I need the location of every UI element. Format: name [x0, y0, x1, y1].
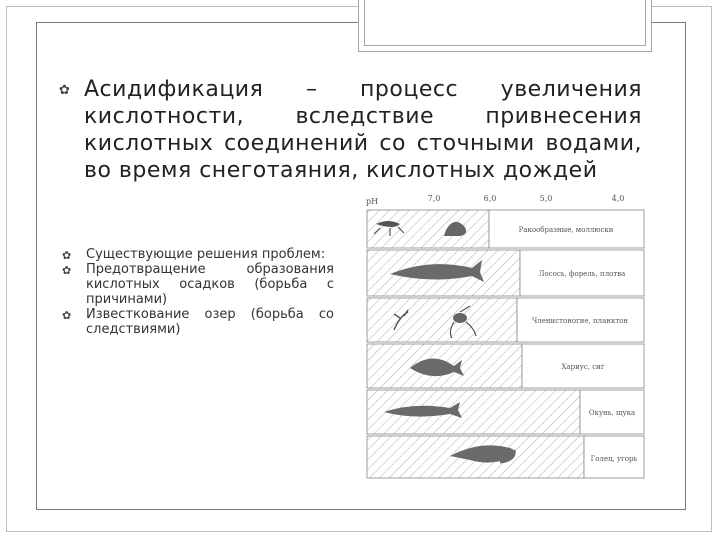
organism-label: Лосось, форель, плотва: [538, 270, 626, 278]
organism-label: Ракообразные, моллюски: [518, 226, 614, 234]
ph-tick-label: 7,0: [427, 194, 441, 203]
sub-bullet-text: Известкование озер (борьба со следствиями): [86, 307, 334, 337]
tolerance-band: [367, 298, 517, 342]
ph-tick-label: 6,0: [483, 194, 497, 203]
decorative-tab-inner: [364, 0, 646, 46]
main-bullet: [59, 76, 642, 184]
bullet-marker-icon: ✿: [62, 249, 72, 262]
ph-tick-label: 5,0: [539, 194, 553, 203]
sub-bullet-item: [62, 307, 334, 337]
organism-label: Хариус, сиг: [561, 363, 605, 371]
bullet-marker-icon: ✿: [62, 309, 72, 322]
organism-label: Окунь, щука: [588, 409, 636, 417]
sub-bullet-text: Предотвращение образования кислотных осадков (борьба с причинами): [86, 262, 334, 307]
sub-bullet-text: Существующие решения проблем:: [86, 247, 326, 262]
main-bullet-text: Асидификация – процесс увеличения кислотности, вследствие привнесения кислотных соединений со сточными водами, во время снеготаяния, кислотных дождей: [84, 77, 642, 183]
sub-bullet-list: [62, 247, 334, 337]
tolerance-band: [367, 210, 489, 248]
ph-tolerance-figure: [350, 190, 646, 480]
sub-bullet-item: [62, 262, 334, 307]
organism-label: Голец, угорь: [590, 455, 638, 463]
sub-bullet-item: [62, 247, 334, 262]
bullet-marker-icon: ✿: [62, 264, 72, 277]
organism-label: Членистоногие, планктон: [531, 317, 629, 325]
bullet-marker-icon: ✿: [59, 83, 71, 98]
ph-axis-label: pH: [366, 197, 379, 206]
ph-tolerance-diagram: [350, 190, 646, 480]
ph-tick-label: 4,0: [611, 194, 625, 203]
